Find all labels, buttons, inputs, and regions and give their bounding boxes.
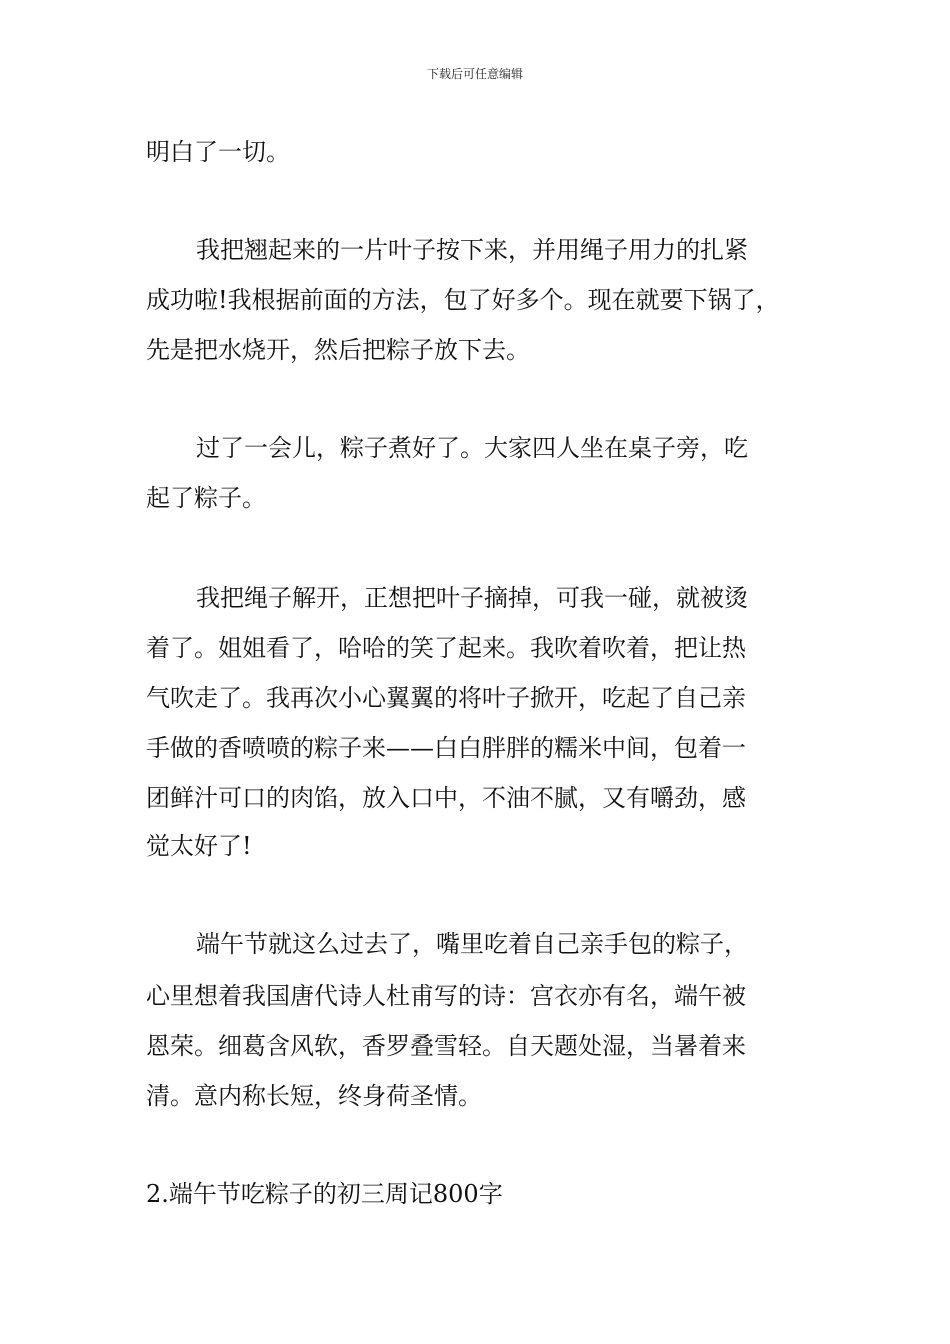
paragraph-line: 恩荣。细葛含风软，香罗叠雪轻。自天题处湿，当暑着来: [146, 1032, 746, 1060]
paragraph-line: 心里想着我国唐代诗人杜甫写的诗：宫衣亦有名，端午被: [146, 982, 746, 1010]
paragraph-line: 清。意内称长短，终身荷圣情。: [146, 1082, 482, 1110]
paragraph-line: 我把绳子解开，正想把叶子摘掉，可我一碰，就被烫: [196, 584, 748, 612]
paragraph-line: 着了。姐姐看了，哈哈的笑了起来。我吹着吹着，把让热: [146, 634, 746, 662]
paragraph-line: 觉太好了!: [146, 832, 252, 860]
paragraph-line: 起了粽子。: [146, 484, 266, 512]
paragraph-line: 团鲜汁可口的肉馅，放入口中，不油不腻，又有嚼劲，感: [146, 784, 746, 812]
page-header: 下载后可任意编辑: [426, 67, 523, 81]
paragraph-line: 过了一会儿，粽子煮好了。大家四人坐在桌子旁，吃: [196, 434, 748, 462]
paragraph-line: 端午节就这么过去了，嘴里吃着自己亲手包的粽子，: [196, 930, 748, 958]
paragraph-line: 明白了一切。: [146, 138, 290, 166]
paragraph-line: 我把翘起来的一片叶子按下来，并用绳子用力的扎紧: [196, 236, 748, 264]
paragraph-line: 手做的香喷喷的粽子来——白白胖胖的糯米中间，包着一: [146, 734, 746, 762]
section-heading: 2.端午节吃粽子的初三周记800字: [146, 1180, 503, 1208]
paragraph-line: 气吹走了。我再次小心翼翼的将叶子掀开，吃起了自己亲: [146, 684, 746, 712]
paragraph-line: 先是把水烧开，然后把粽子放下去。: [146, 336, 530, 364]
paragraph-line: 成功啦!我根据前面的方法，包了好多个。现在就要下锅了，: [146, 286, 780, 314]
